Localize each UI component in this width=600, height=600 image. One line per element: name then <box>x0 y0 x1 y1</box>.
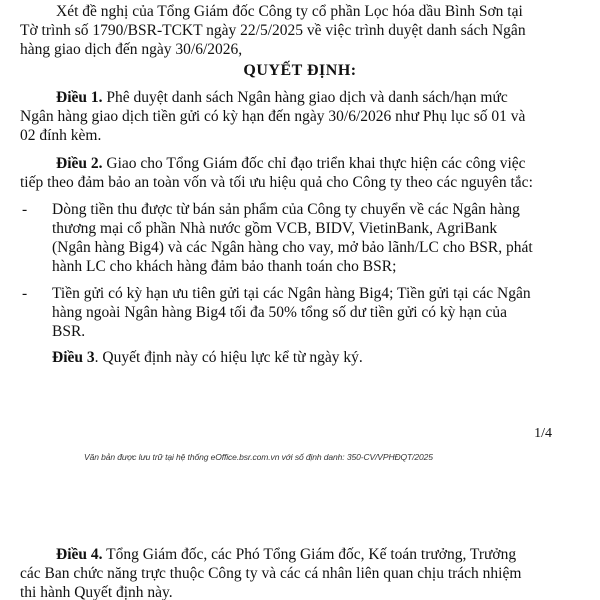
article-2-line-1 <box>56 154 526 174</box>
decision-title: QUYẾT ĐỊNH: <box>243 62 357 79</box>
bullet-2-line-1: Tiền gửi có kỳ hạn ưu tiên gửi tại các Ngân hàng Big4; Tiền gửi tại các Ngân <box>52 285 531 302</box>
article-3-line <box>52 348 363 368</box>
bullet-1-line-3: (Ngân hàng Big4) và các Ngân hàng cho vay, mở bảo lãnh/LC cho BSR, phát <box>52 239 533 256</box>
article-3-text: . Quyết định này có hiệu lực kể từ ngày ký. <box>94 349 363 366</box>
article-1-text: Phê duyệt danh sách Ngân hàng giao dịch và danh sách/hạn mức <box>102 89 508 106</box>
intro-line-1: Xét đề nghị của Tổng Giám đốc Công ty cổ phần Lọc hóa dầu Bình Sơn tại <box>56 3 523 20</box>
article-3-label: Điều 3 <box>52 349 95 366</box>
intro-line-2: Tờ trình số 1790/BSR-TCKT ngày 22/5/2025 về việc trình duyệt danh sách Ngân <box>20 22 526 39</box>
article-4-label: Điều 4. <box>56 546 103 563</box>
footer-storage-note: Văn bản được lưu trữ tại hệ thống eOffice.bsr.com.vn với số định danh: 350-CV/VPHĐQT/2025 <box>84 452 433 462</box>
bullet-dash-1: - <box>22 201 28 218</box>
article-1-line-2: Ngân hàng giao dịch tiền gửi có kỳ hạn đến ngày 30/6/2026 như Phụ lục số 01 và <box>20 108 526 125</box>
bullet-dash-2: - <box>22 285 28 302</box>
bullet-2-line-2: hàng ngoài Ngân hàng Big4 tối đa 50% tổng số dư tiền gửi có kỳ hạn của <box>52 304 508 321</box>
page-break-gap <box>0 476 600 542</box>
article-1-line-1 <box>56 88 508 108</box>
article-2-text: Giao cho Tổng Giám đốc chỉ đạo triển khai thực hiện các công việc <box>102 155 526 172</box>
article-1-label: Điều 1. <box>56 89 103 106</box>
article-2-label: Điều 2. <box>56 155 103 172</box>
article-4-line-3: thi hành Quyết định này. <box>20 584 173 600</box>
bullet-1-line-2: thương mại cổ phần Nhà nước gồm VCB, BIDV, VietinBank, AgriBank <box>52 220 498 237</box>
intro-line-3: hàng giao dịch đến ngày 30/6/2026, <box>20 41 243 58</box>
bullet-1-line-1: Dòng tiền thu được từ bán sản phẩm của Công ty chuyển về các Ngân hàng <box>52 201 520 218</box>
article-4-line-2: các Ban chức năng trực thuộc Công ty và các cá nhân liên quan chịu trách nhiệm <box>20 565 522 582</box>
bullet-1-line-4: hành LC cho khách hàng đảm bảo thanh toán cho BSR; <box>52 258 397 275</box>
article-4-line-1 <box>56 545 516 565</box>
bullet-2-line-3: BSR. <box>52 323 86 340</box>
article-2-line-2: tiếp theo đảm bảo an toàn vốn và tối ưu hiệu quả cho Công ty theo các nguyên tắc: <box>20 174 533 191</box>
article-1-line-3: 02 đính kèm. <box>20 127 102 144</box>
article-4-text: Tổng Giám đốc, các Phó Tổng Giám đốc, Kế toán trưởng, Trưởng <box>102 546 517 563</box>
page-number: 1/4 <box>534 426 552 441</box>
